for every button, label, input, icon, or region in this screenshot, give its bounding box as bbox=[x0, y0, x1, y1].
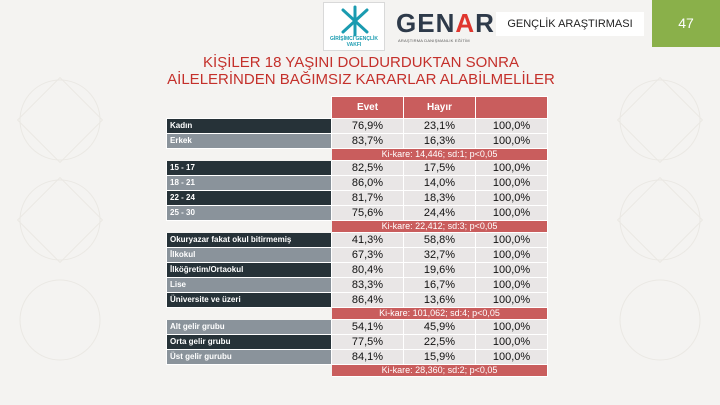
cell-total: 100,0% bbox=[476, 206, 548, 221]
stat-row bbox=[167, 365, 548, 377]
genar-wordmark: GENAR bbox=[396, 8, 495, 38]
cell-total: 100,0% bbox=[476, 161, 548, 176]
chi-square-stat: Ki-kare: 101,062; sd:4; p<0,05 bbox=[332, 308, 548, 320]
section-title: GENÇLİK ARAŞTIRMASI bbox=[496, 12, 644, 36]
row-label: 25 - 30 bbox=[167, 206, 332, 221]
row-label: İlköğretim/Ortaokul bbox=[167, 263, 332, 278]
row-label: 22 - 24 bbox=[167, 191, 332, 206]
girisimci-genclik-logo bbox=[323, 2, 385, 51]
column-header-evet: Evet bbox=[332, 97, 404, 119]
cell-evet: 75,6% bbox=[332, 206, 404, 221]
cell-total: 100,0% bbox=[476, 233, 548, 248]
row-label: Lise bbox=[167, 278, 332, 293]
table-row bbox=[167, 350, 548, 365]
title-line-2: AİLELERİNDEN BAĞIMSIZ KARARLAR ALABİLMELİLER bbox=[167, 71, 555, 88]
stat-row bbox=[167, 308, 548, 320]
cell-hayir: 24,4% bbox=[404, 206, 476, 221]
cell-evet: 82,5% bbox=[332, 161, 404, 176]
cell-evet: 81,7% bbox=[332, 191, 404, 206]
cell-hayir: 13,6% bbox=[404, 293, 476, 308]
row-label: 15 - 17 bbox=[167, 161, 332, 176]
stat-row bbox=[167, 149, 548, 161]
chi-square-stat: Ki-kare: 14,446; sd:1; p<0,05 bbox=[332, 149, 548, 161]
table-row bbox=[167, 119, 548, 134]
cell-hayir: 58,8% bbox=[404, 233, 476, 248]
cell-total: 100,0% bbox=[476, 350, 548, 365]
chi-square-stat: Ki-kare: 22,412; sd:3; p<0,05 bbox=[332, 221, 548, 233]
cell-hayir: 32,7% bbox=[404, 248, 476, 263]
cell-total: 100,0% bbox=[476, 335, 548, 350]
cell-total: 100,0% bbox=[476, 191, 548, 206]
row-label: Okuryazar fakat okul bitirmemiş bbox=[167, 233, 332, 248]
stat-row bbox=[167, 221, 548, 233]
row-label: Üst gelir gurubu bbox=[167, 350, 332, 365]
cell-total: 100,0% bbox=[476, 263, 548, 278]
cell-evet: 83,3% bbox=[332, 278, 404, 293]
cell-hayir: 22,5% bbox=[404, 335, 476, 350]
page-number: 47 bbox=[652, 0, 720, 47]
row-label: Erkek bbox=[167, 134, 332, 149]
row-label: İlkokul bbox=[167, 248, 332, 263]
table-row bbox=[167, 233, 548, 248]
table-row bbox=[167, 134, 548, 149]
genar-logo bbox=[392, 6, 495, 50]
cell-evet: 80,4% bbox=[332, 263, 404, 278]
slide-title bbox=[120, 54, 602, 88]
table-row bbox=[167, 335, 548, 350]
cell-evet: 54,1% bbox=[332, 320, 404, 335]
cell-total: 100,0% bbox=[476, 293, 548, 308]
table-row bbox=[167, 248, 548, 263]
cell-evet: 41,3% bbox=[332, 233, 404, 248]
row-label: Alt gelir grubu bbox=[167, 320, 332, 335]
cell-hayir: 19,6% bbox=[404, 263, 476, 278]
cell-evet: 77,5% bbox=[332, 335, 404, 350]
cell-evet: 86,0% bbox=[332, 176, 404, 191]
cell-hayir: 18,3% bbox=[404, 191, 476, 206]
genar-subtitle: ARAŞTIRMA DANIŞMANLIK EĞİTİM bbox=[398, 38, 470, 43]
table-row bbox=[167, 191, 548, 206]
logo-star-icon bbox=[325, 4, 385, 38]
cell-evet: 83,7% bbox=[332, 134, 404, 149]
cell-evet: 67,3% bbox=[332, 248, 404, 263]
table-row bbox=[167, 176, 548, 191]
table-row bbox=[167, 293, 548, 308]
table-row bbox=[167, 278, 548, 293]
column-header-total bbox=[476, 97, 548, 119]
cell-hayir: 14,0% bbox=[404, 176, 476, 191]
row-label: 18 - 21 bbox=[167, 176, 332, 191]
cell-hayir: 23,1% bbox=[404, 119, 476, 134]
table-header-row bbox=[167, 97, 548, 119]
cell-total: 100,0% bbox=[476, 134, 548, 149]
cell-total: 100,0% bbox=[476, 176, 548, 191]
cell-hayir: 45,9% bbox=[404, 320, 476, 335]
row-label: Orta gelir grubu bbox=[167, 335, 332, 350]
cell-evet: 76,9% bbox=[332, 119, 404, 134]
header-blank-cell bbox=[167, 97, 332, 119]
cell-total: 100,0% bbox=[476, 248, 548, 263]
table-row bbox=[167, 206, 548, 221]
cell-total: 100,0% bbox=[476, 119, 548, 134]
chi-square-stat: Ki-kare: 28,360; sd:2; p<0,05 bbox=[332, 365, 548, 377]
title-line-1: KİŞİLER 18 YAŞINI DOLDURDUKTAN SONRA bbox=[203, 54, 519, 71]
cell-hayir: 16,3% bbox=[404, 134, 476, 149]
cell-evet: 86,4% bbox=[332, 293, 404, 308]
table-row bbox=[167, 263, 548, 278]
results-table bbox=[166, 96, 548, 377]
stat-gap-cell bbox=[167, 308, 332, 320]
cell-hayir: 17,5% bbox=[404, 161, 476, 176]
column-header-hayir: Hayır bbox=[404, 97, 476, 119]
cell-evet: 84,1% bbox=[332, 350, 404, 365]
stat-gap-cell bbox=[167, 149, 332, 161]
cell-hayir: 15,9% bbox=[404, 350, 476, 365]
row-label: Kadın bbox=[167, 119, 332, 134]
row-label: Üniversite ve üzeri bbox=[167, 293, 332, 308]
table-row bbox=[167, 320, 548, 335]
stat-gap-cell bbox=[167, 365, 332, 377]
logo1-text: GİRİŞİMCİ GENÇLİK VAKFI bbox=[329, 36, 379, 48]
table-row bbox=[167, 161, 548, 176]
cell-hayir: 16,7% bbox=[404, 278, 476, 293]
cell-total: 100,0% bbox=[476, 320, 548, 335]
cell-total: 100,0% bbox=[476, 278, 548, 293]
table-body bbox=[167, 119, 548, 377]
stat-gap-cell bbox=[167, 221, 332, 233]
